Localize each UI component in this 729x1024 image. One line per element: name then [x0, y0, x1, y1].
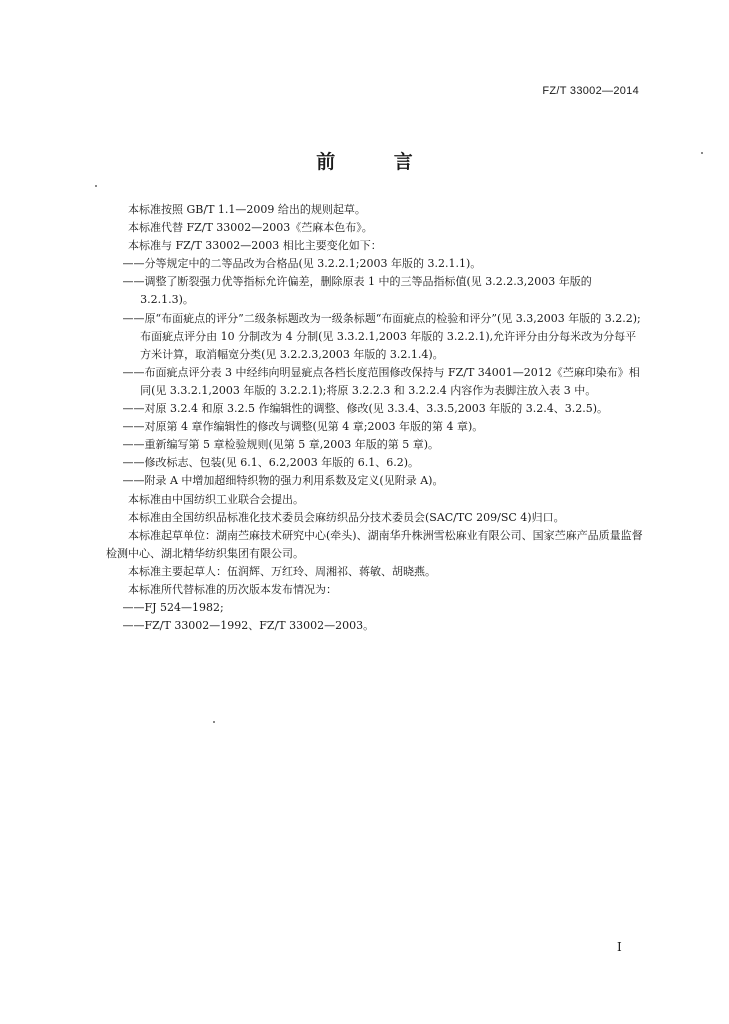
- standard-number: FZ/T 33002—2014: [542, 85, 639, 97]
- paragraph: 本标准所代替标准的历次版本发布情况为：: [128, 582, 337, 596]
- change-item: ——调整了断裂强力优等指标允许偏差，删除原表 1 中的三等品指标值(见 3.2.2.3,2003 年版的 3.2.1.3)。: [122, 275, 592, 307]
- paragraph: 本标准起草单位：湖南苎麻技术研究中心(牵头)、湖南华升株洲雪松麻业有限公司、国家苎麻产品质量监督检测中心、湖北精华纺织集团有限公司。: [106, 528, 643, 560]
- history-item: ——FJ 524—1982;: [122, 601, 224, 615]
- paragraph: 本标准与 FZ/T 33002—2003 相比主要变化如下：: [128, 239, 382, 253]
- change-item: ——分等规定中的二等品改为合格品(见 3.2.2.1;2003 年版的 3.2.1.1)。: [122, 257, 482, 271]
- paragraph: 本标准代替 FZ/T 33002—2003《苎麻本色布》。: [128, 221, 373, 235]
- scan-speck: [95, 185, 97, 187]
- paragraph: 本标准主要起草人：伍润辉、万红玲、周湘祁、蒋敏、胡晓燕。: [128, 564, 436, 578]
- paragraph: 本标准由中国纺织工业联合会提出。: [128, 492, 304, 506]
- change-item: ——修改标志、包装(见 6.1、6.2,2003 年版的 6.1、6.2)。: [122, 456, 420, 470]
- foreword-body: [106, 201, 646, 635]
- page-title: 前 言: [316, 151, 439, 173]
- history-item: ——FZ/T 33002—1992、FZ/T 33002—2003。: [122, 619, 375, 633]
- change-item: ——对原 3.2.4 和原 3.2.5 作编辑性的调整、修改(见 3.3.4、3.3.5,2003 年版的 3.2.4、3.2.5)。: [122, 402, 608, 416]
- change-item: ——对原第 4 章作编辑性的修改与调整(见第 4 章;2003 年版的第 4 章)。: [122, 420, 484, 434]
- page-number: I: [617, 940, 622, 954]
- paragraph: 本标准由全国纺织品标准化技术委员会麻纺织品分技术委员会(SAC/TC 209/SC 4)归口。: [128, 510, 565, 524]
- paragraph: 本标准按照 GB/T 1.1—2009 给出的规则起草。: [128, 203, 366, 216]
- scan-speck: [213, 721, 215, 723]
- change-item: ——布面疵点评分表 3 中经纬向明显疵点各档长度范围修改保持与 FZ/T 34001—2012《苎麻印染布》相同(见 3.3.2.1,2003 年版的 3.2.2.1);将原 3.2.2.3 和 3.2.2.4 内容作为表脚注放入表 3 中。: [122, 365, 640, 397]
- change-item: ——原“布面疵点的评分”二级条标题改为一级条标题“布面疵点的检验和评分”(见 3.3,2003 年版的 3.2.2);布面疵点评分由 10 分制改为 4 分制(见 3.3.2.1,2003 年版的 3.2.2.1),允许评分由分每米改为分每平方米计算，取消幅宽分类(见 3.2.2.3,2003 年版的 3.2.1.4)。: [122, 311, 641, 361]
- change-item: ——重新编写第 5 章检验规则(见第 5 章,2003 年版的第 5 章)。: [122, 438, 440, 452]
- scan-speck: [701, 152, 703, 154]
- change-item: ——附录 A 中增加超细特织物的强力利用系数及定义(见附录 A)。: [122, 474, 444, 488]
